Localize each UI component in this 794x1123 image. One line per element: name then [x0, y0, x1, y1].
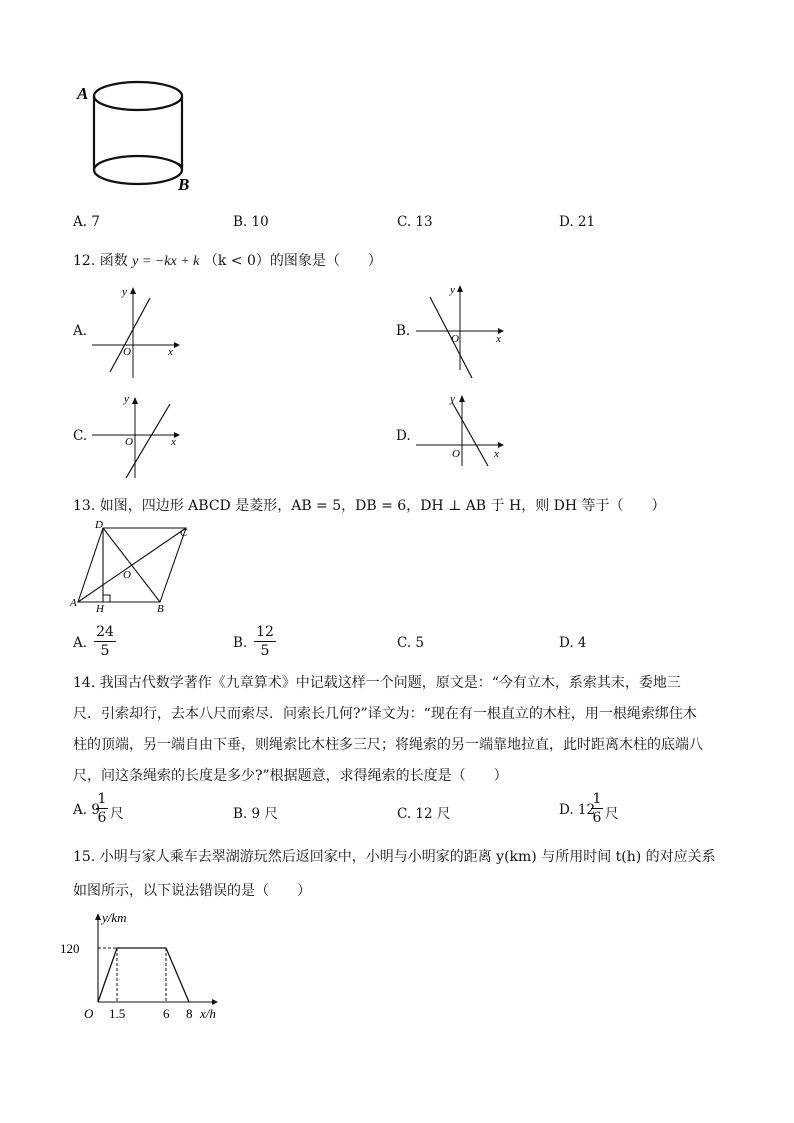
foot-h-label: H	[96, 603, 104, 615]
q12-graph-a[interactable]	[88, 282, 183, 380]
vertex-b-label: B	[157, 603, 164, 615]
q11-option-b[interactable]: B. 10	[233, 214, 269, 230]
distance-series-line	[98, 948, 189, 1002]
vertex-d-label: D	[95, 520, 103, 531]
q12-stem-cond: （k < 0）的图象是（ ）	[203, 253, 382, 269]
q12-stem	[73, 250, 382, 270]
origin-label: O	[125, 436, 133, 448]
q14-option-d-fraction[interactable]	[591, 791, 603, 826]
q12-option-d-label[interactable]: D.	[396, 428, 411, 444]
q14-line-1: 14. 我国古代数学著作《九章算术》中记载这样一个问题，原文是：“今有立木，系索其末，委地三	[73, 675, 681, 691]
q14-line-3: 柱的顶端，另一端自由下垂，则绳索比木柱多三尺；将绳索的另一端靠地拉直，此时距离木柱的底端八	[73, 737, 703, 753]
denominator: 6	[97, 810, 107, 826]
q13-option-d[interactable]: D. 4	[559, 635, 587, 651]
cylinder-label-a: A	[77, 84, 89, 103]
q12-stem-formula: y = −kx + k	[132, 254, 200, 269]
q13-option-b-prefix[interactable]: B.	[233, 635, 248, 651]
axis-x-label: x	[171, 436, 176, 448]
axis-x-label: x	[168, 346, 173, 358]
vertex-c-label: C	[180, 527, 188, 539]
q12-graph-d[interactable]	[412, 390, 512, 470]
numerator: 1	[97, 791, 107, 807]
x-tick-label: 1.5	[109, 1006, 126, 1021]
origin-label: O	[123, 346, 131, 358]
origin-label: O	[452, 448, 460, 460]
q12-option-c-label[interactable]: C.	[73, 428, 88, 444]
vertex-a-label: A	[70, 597, 77, 609]
q14-line-4: 尺，问这条绳索的长度是多少?”根据题意，求得绳索的长度是（ ）	[73, 768, 508, 784]
numerator: 24	[96, 624, 114, 640]
q15-line-1: 15. 小明与家人乘车去翠湖游玩然后返回家中，小明与小明家的距离 y(km) 与所用时间 t(h) 的对应关系	[73, 849, 716, 865]
q11-option-c[interactable]: C. 13	[397, 214, 433, 230]
x-axis-arrow	[212, 999, 218, 1005]
q14-line-2: 尺．引索却行，去本八尺而索尽．问索长几何?”译文为：“现在有一根直立的木柱，用一根绳索绑住木	[73, 706, 697, 722]
y-tick-label: 120	[60, 941, 80, 956]
q11-option-a[interactable]: A. 7	[73, 214, 100, 230]
denominator: 5	[260, 643, 270, 659]
x-tick-label: 6	[163, 1006, 170, 1021]
q13-stem: 13. 如图，四边形 ABCD 是菱形，AB = 5，DB = 6，DH ⊥ AB 于 H，则 DH 等于（ ）	[73, 498, 666, 514]
y-axis-label: y/km	[102, 910, 127, 925]
axis-y-label: y	[450, 393, 455, 405]
q12-option-b-label[interactable]: B.	[396, 323, 411, 339]
origin-label: O	[84, 1006, 94, 1021]
q14-option-a-unit: 尺	[110, 806, 124, 822]
q14-option-c[interactable]: C. 12 尺	[397, 806, 451, 822]
rhombus-figure	[68, 520, 198, 615]
axis-y-label: y	[122, 286, 127, 298]
numerator: 1	[592, 791, 602, 807]
q13-option-a-fraction[interactable]	[94, 624, 116, 659]
q15-line-2: 如图所示，以下说法错误的是（ ）	[73, 883, 311, 899]
q12-stem-prefix: 12. 函数	[73, 253, 128, 269]
q11-option-d[interactable]: D. 21	[559, 214, 596, 230]
q12-option-a-label[interactable]: A.	[73, 323, 88, 339]
q13-option-a-prefix[interactable]: A.	[73, 635, 88, 651]
q14-option-b[interactable]: B. 9 尺	[233, 806, 278, 822]
q13-option-c[interactable]: C. 5	[397, 635, 425, 651]
q14-option-d-unit: 尺	[605, 806, 619, 822]
origin-label: O	[451, 333, 459, 345]
center-o-label: O	[123, 569, 131, 581]
q12-graph-b[interactable]	[412, 280, 512, 380]
axis-x-label: x	[496, 333, 501, 345]
axis-y-label: y	[124, 393, 129, 405]
numerator: 12	[256, 624, 274, 640]
denominator: 5	[100, 643, 110, 659]
distance-time-chart	[60, 906, 240, 1026]
cylinder-label-b: B	[178, 175, 190, 194]
axis-x-label: x	[494, 448, 499, 460]
q12-graph-c[interactable]	[88, 392, 183, 482]
x-axis-label: x/h	[200, 1006, 216, 1021]
y-axis-arrow	[95, 913, 101, 920]
axis-y-label: y	[450, 284, 455, 296]
q14-option-d-prefix[interactable]: D. 12	[559, 802, 596, 818]
x-tick-label: 8	[186, 1006, 193, 1021]
cylinder-figure	[72, 72, 212, 202]
denominator: 6	[592, 810, 602, 826]
q14-option-a-prefix[interactable]: A. 9	[73, 802, 100, 818]
q13-option-b-fraction[interactable]	[254, 624, 276, 659]
q14-option-a-fraction[interactable]	[96, 791, 108, 826]
